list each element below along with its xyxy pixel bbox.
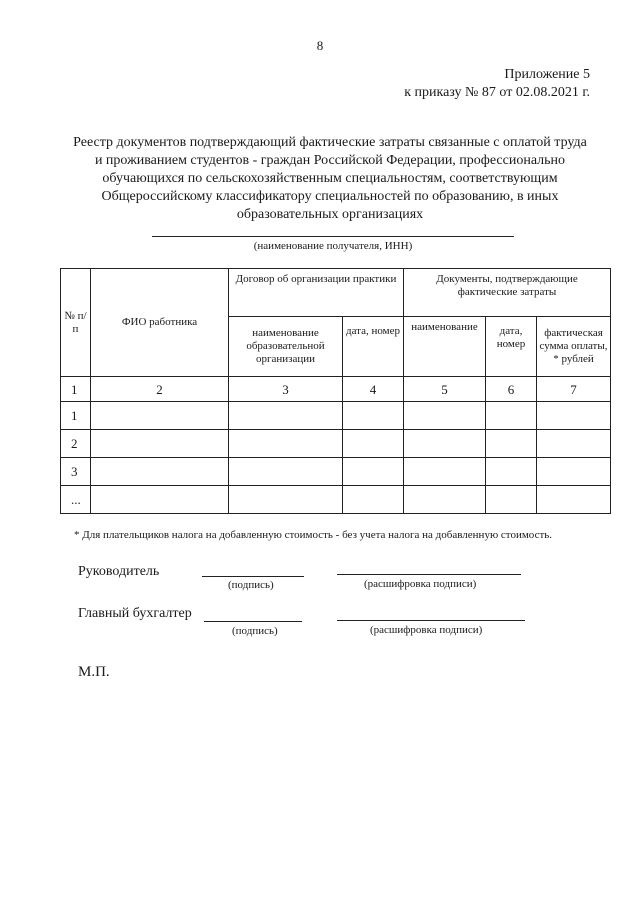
row-number: 3 (61, 458, 91, 486)
table-cell (343, 402, 404, 430)
director-signature-hint: (подпись) (228, 579, 274, 591)
header-docs-group: Документы, подтверждающие фактические затраты (404, 269, 611, 317)
table-cell (404, 486, 486, 514)
column-number: 7 (537, 377, 611, 402)
column-number: 3 (229, 377, 343, 402)
table-cell (404, 430, 486, 458)
table-cell (229, 402, 343, 430)
table-cell (486, 486, 537, 514)
footnote: * Для плательщиков налога на добавленную стоимость - без учета налога на добавленную стоимость. (74, 529, 553, 541)
column-number: 5 (404, 377, 486, 402)
column-number: 4 (343, 377, 404, 402)
accountant-decoding-hint: (расшифровка подписи) (370, 624, 483, 636)
table-cell (229, 486, 343, 514)
table-cell (486, 430, 537, 458)
table-cell (537, 430, 611, 458)
table-cell (229, 458, 343, 486)
page-number: 8 (316, 38, 324, 53)
table-row (61, 402, 611, 430)
table-cell (537, 486, 611, 514)
header-actual-sum: фактическая сумма оплаты, * рублей (537, 317, 611, 377)
accountant-decoding-line (337, 620, 525, 621)
stamp-place: М.П. (78, 664, 110, 680)
header-doc-name: наименование (404, 317, 486, 377)
table-cell (91, 458, 229, 486)
chief-accountant-label: Главный бухгалтер (78, 606, 192, 621)
director-decoding-line (337, 574, 521, 575)
recipient-label: (наименование получателя, ИНН) (253, 240, 413, 252)
column-number: 6 (486, 377, 537, 402)
table-cell (229, 430, 343, 458)
table-cell (486, 402, 537, 430)
header-no: № п/п (61, 269, 91, 377)
header-org-name: наименование образовательной организации (229, 317, 343, 377)
header-fio: ФИО работника (91, 269, 229, 377)
table-cell (486, 458, 537, 486)
column-number: 1 (61, 377, 91, 402)
table-cell (404, 402, 486, 430)
column-number: 2 (91, 377, 229, 402)
document-title: Реестр документов подтверждающий фактические затраты связанные с оплатой труда и проживанием студентов - граждан Российской Федерации, профессионально обучающихся по сельскохозяйственным специальностям, соответствующим Общероссийскому классификатору специальностей по образованию, в иных образовательных организациях (73, 135, 587, 222)
table-cell (404, 458, 486, 486)
accountant-signature-hint: (подпись) (232, 625, 278, 637)
appendix-line-2: к приказу № 87 от 02.08.2021 г. (404, 85, 590, 100)
row-number: 2 (61, 430, 91, 458)
accountant-signature-line (204, 621, 302, 622)
table-cell (343, 458, 404, 486)
header-contract-group: Договор об организации практики (229, 269, 404, 317)
table-cell (343, 486, 404, 514)
registry-table (60, 268, 611, 514)
recipient-line (152, 236, 514, 237)
director-decoding-hint: (расшифровка подписи) (364, 578, 477, 590)
header-date-number-2: дата, номер (486, 317, 537, 377)
table-cell (537, 458, 611, 486)
row-number: 1 (61, 402, 91, 430)
table-cell (343, 430, 404, 458)
header-date-number-1: дата, номер (343, 317, 404, 377)
table-cell (91, 486, 229, 514)
appendix-line-1: Приложение 5 (504, 67, 590, 82)
column-number-row (61, 377, 611, 402)
table-row (61, 430, 611, 458)
table-cell (91, 402, 229, 430)
table-cell (91, 430, 229, 458)
appendix-header (380, 66, 590, 102)
table-row (61, 486, 611, 514)
row-number: ... (61, 486, 91, 514)
director-label: Руководитель (78, 564, 160, 579)
table-cell (537, 402, 611, 430)
director-signature-line (202, 576, 304, 577)
table-row (61, 458, 611, 486)
